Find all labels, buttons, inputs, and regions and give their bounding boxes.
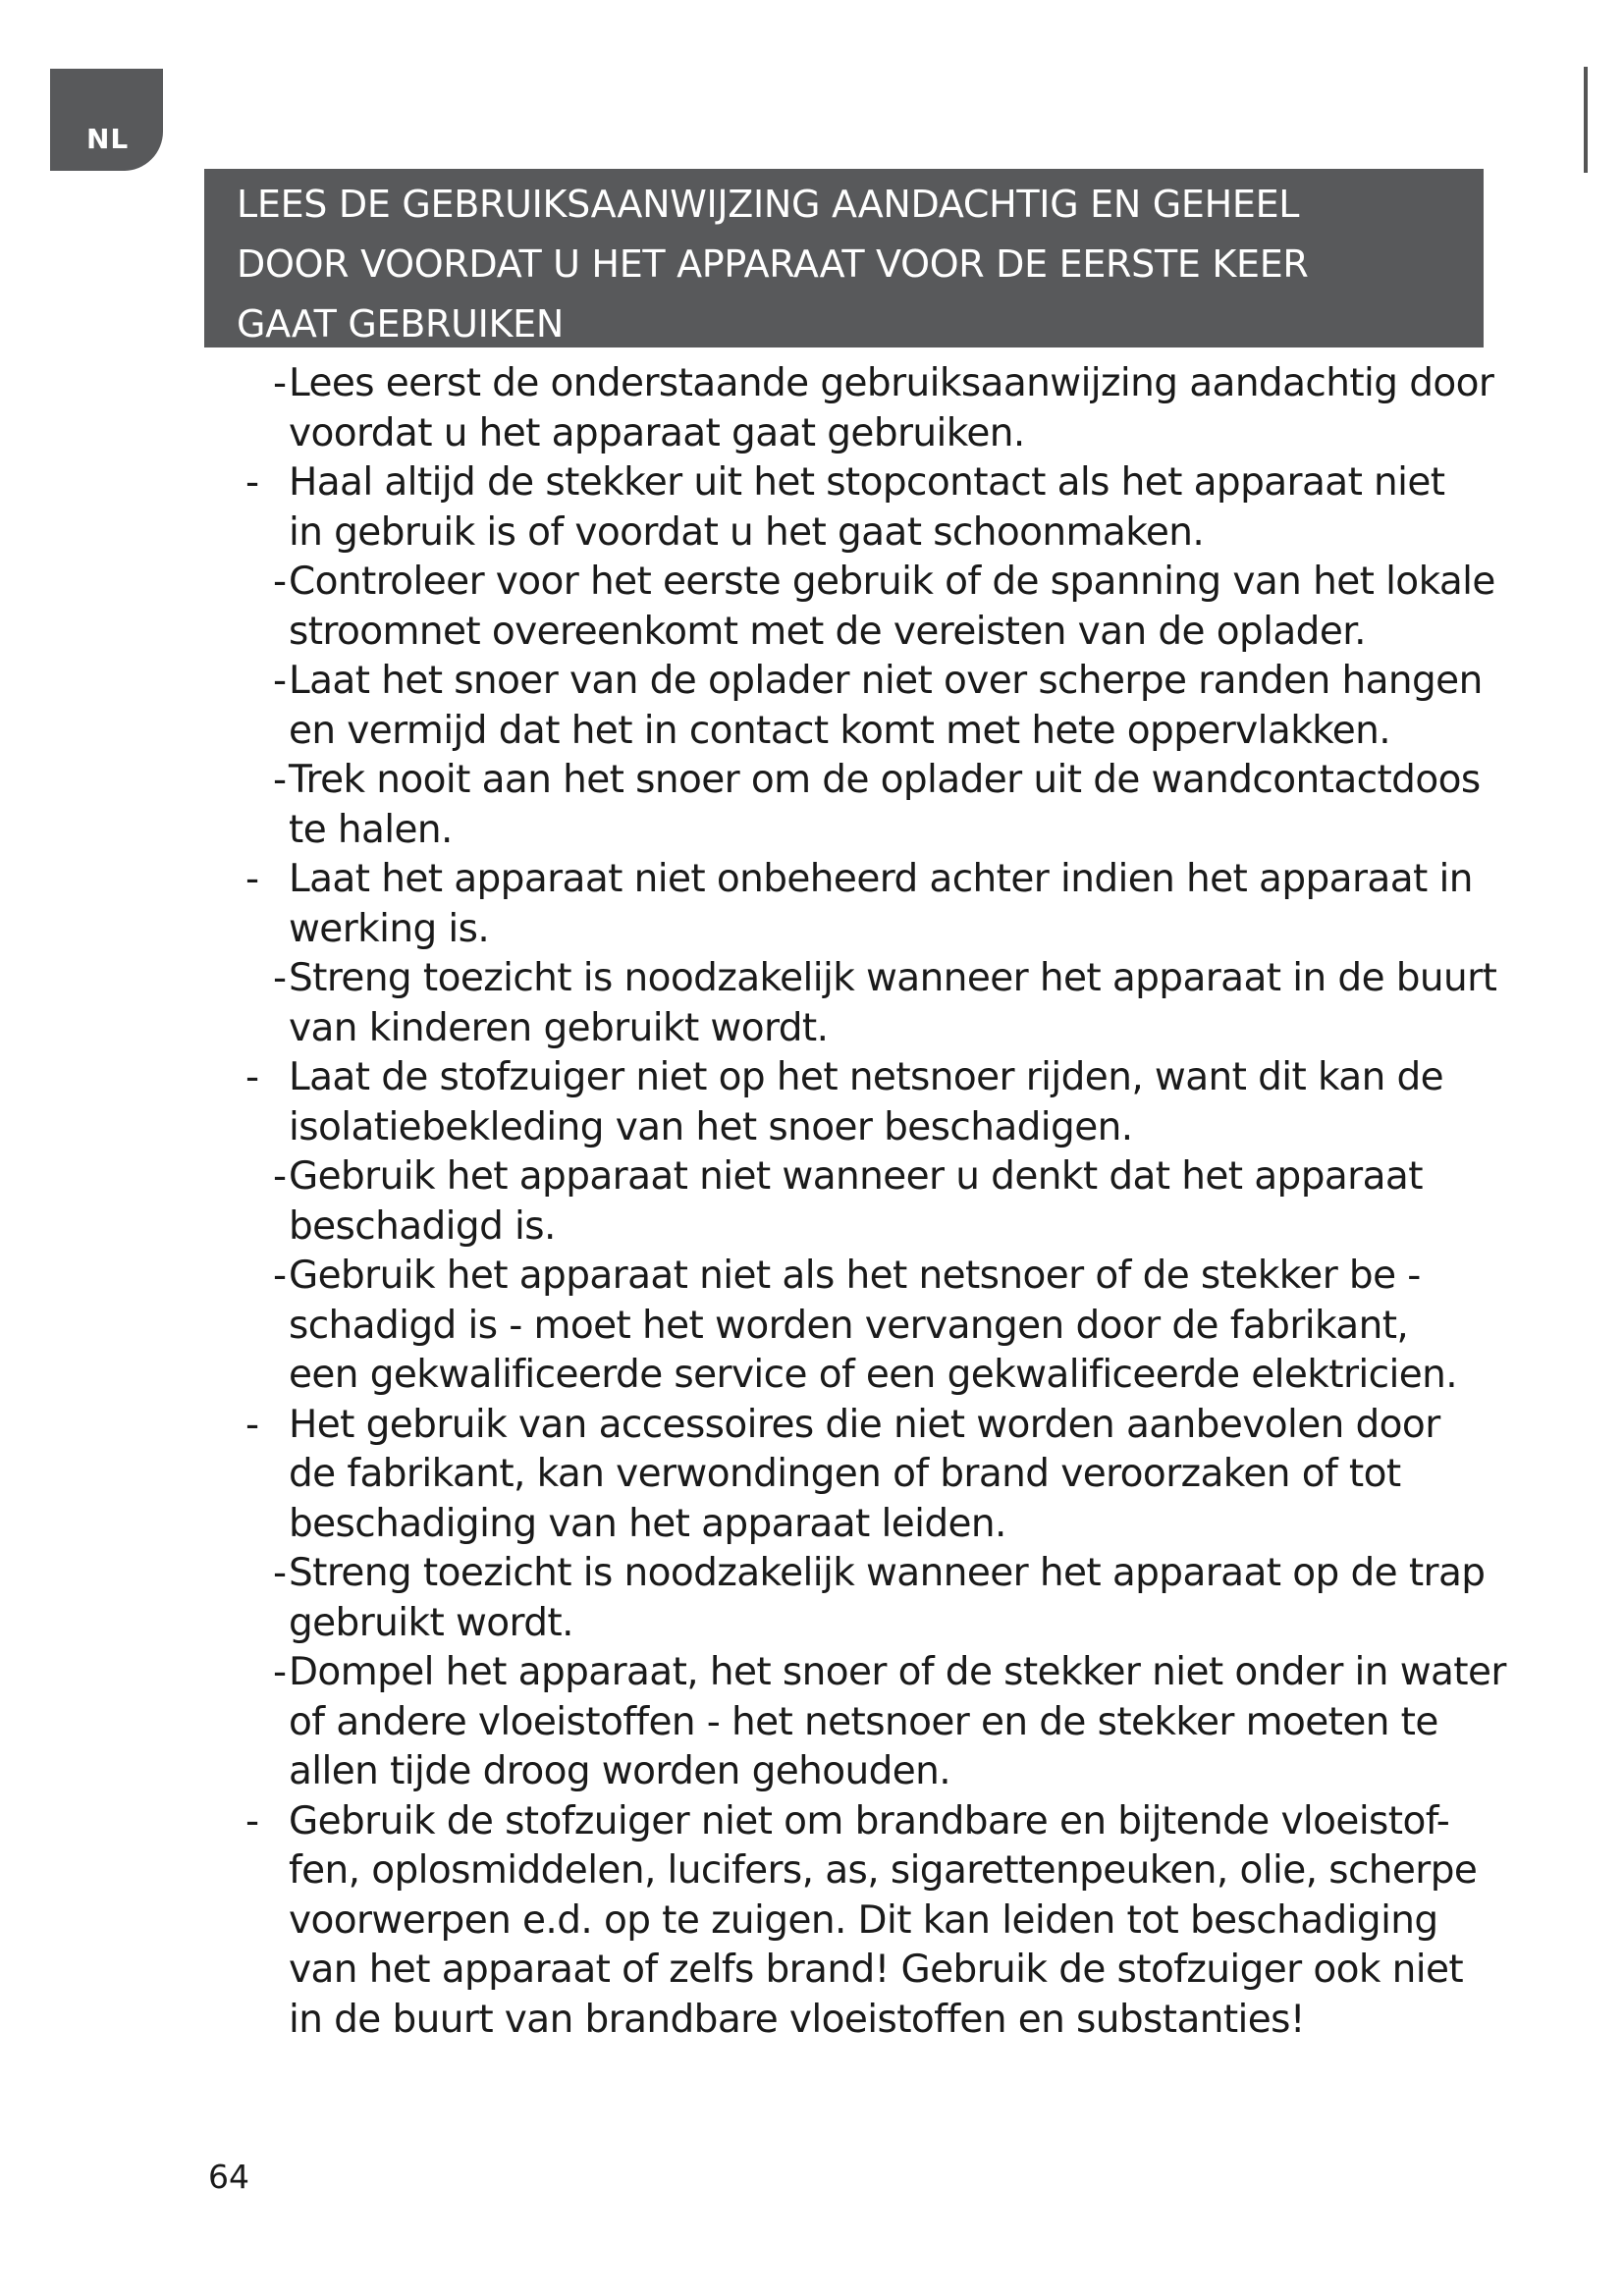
bullet-dash: -: [245, 1402, 259, 1447]
instruction-item: [0, 558, 1624, 657]
instruction-line: Streng toezicht is noodzakelijk wanneer het apparaat op de trap: [289, 1551, 1486, 1595]
instruction-item: [0, 458, 1624, 558]
instruction-line: Laat het apparaat niet onbeheerd achter indien het apparaat in: [289, 857, 1473, 901]
instruction-line: van kinderen gebruikt wordt.: [289, 1005, 829, 1050]
instruction-item: [0, 1053, 1624, 1152]
instruction-line: stroomnet overeenkomt met de vereisten van de oplader.: [289, 609, 1366, 654]
page-number: 64: [208, 2158, 249, 2196]
instruction-line: Dompel het apparaat, het snoer of de stekker niet onder in water: [289, 1650, 1506, 1694]
instruction-line: Lees eerst de onderstaande gebruiksaanwijzing aandachtig door: [289, 361, 1494, 405]
instruction-line: gebruikt wordt.: [289, 1600, 573, 1645]
instruction-line: beschadiging van het apparaat leiden.: [289, 1501, 1006, 1546]
bullet-dash: -: [273, 361, 287, 405]
bullet-dash: -: [273, 956, 287, 1000]
instruction-item: [0, 657, 1624, 756]
bullet-dash: -: [273, 1650, 287, 1694]
instruction-line: Trek nooit aan het snoer om de oplader uit de wandcontactdoos: [289, 758, 1481, 802]
instruction-line: de fabrikant, kan verwondingen of brand veroorzaken of tot: [289, 1452, 1401, 1496]
header-line: DOOR VOORDAT U HET APPARAAT VOOR DE EERSTE KEER: [237, 242, 1309, 286]
bullet-dash: -: [273, 758, 287, 802]
bullet-dash: -: [273, 1154, 287, 1199]
instruction-item: [0, 1401, 1624, 1550]
bullet-dash: -: [245, 1798, 259, 1843]
instruction-line: Controleer voor het eerste gebruik of de spanning van het lokale: [289, 560, 1495, 604]
instruction-line: Gebruik het apparaat niet wanneer u denkt dat het apparaat: [289, 1154, 1423, 1199]
language-tab: NL: [50, 69, 163, 171]
instruction-line: Laat de stofzuiger niet op het netsnoer rijden, want dit kan de: [289, 1055, 1444, 1099]
instruction-item: [0, 756, 1624, 855]
instruction-item: [0, 954, 1624, 1053]
instruction-line: Streng toezicht is noodzakelijk wanneer het apparaat in de buurt: [289, 956, 1497, 1000]
instruction-line: voorwerpen e.d. op te zuigen. Dit kan leiden tot beschadiging: [289, 1897, 1438, 1943]
instruction-line: Het gebruik van accessoires die niet worden aanbevolen door: [289, 1402, 1440, 1447]
instruction-list: [0, 359, 1624, 2045]
page-edge-marker: [1584, 67, 1588, 173]
bullet-dash: -: [273, 1254, 287, 1298]
header-line: GAAT GEBRUIKEN: [237, 302, 564, 346]
instruction-line: fen, oplosmiddelen, lucifers, as, sigarettenpeuken, olie, scherpe: [289, 1848, 1478, 1893]
instruction-line: in de buurt van brandbare vloeistoffen en substanties!: [289, 1997, 1305, 2042]
instruction-item: [0, 1797, 1624, 2046]
instruction-line: en vermijd dat het in contact komt met hete oppervlakken.: [289, 708, 1391, 753]
instruction-line: werking is.: [289, 906, 490, 951]
instruction-line: een gekwalificeerde service of een gekwalificeerde elektricien.: [289, 1353, 1458, 1397]
bullet-dash: -: [273, 560, 287, 604]
instruction-item: [0, 1152, 1624, 1252]
instruction-item: [0, 1648, 1624, 1797]
instruction-line: in gebruik is of voordat u het gaat schoonmaken.: [289, 509, 1205, 555]
instruction-item: [0, 1252, 1624, 1401]
instruction-line: voordat u het apparaat gaat gebruiken.: [289, 410, 1025, 455]
instruction-line: allen tijde droog worden gehouden.: [289, 1749, 951, 1793]
bullet-dash: -: [273, 1551, 287, 1595]
instruction-line: Gebruik de stofzuiger niet om brandbare en bijtende vloeistof-: [289, 1798, 1450, 1843]
bullet-dash: -: [245, 1055, 259, 1099]
instruction-item: [0, 359, 1624, 458]
instruction-item: [0, 1549, 1624, 1648]
instruction-line: schadigd is - moet het worden vervangen door de fabrikant,: [289, 1303, 1409, 1348]
instruction-line: Laat het snoer van de oplader niet over scherpe randen hangen: [289, 659, 1483, 703]
header-banner: [204, 169, 1484, 347]
instruction-item: [0, 855, 1624, 954]
instruction-line: isolatiebekleding van het snoer beschadigen.: [289, 1104, 1133, 1149]
bullet-dash: -: [245, 460, 259, 505]
instruction-line: te halen.: [289, 807, 453, 852]
bullet-dash: -: [245, 857, 259, 901]
header-line: LEES DE GEBRUIKSAANWIJZING AANDACHTIG EN GEHEEL: [237, 183, 1300, 226]
instruction-line: beschadigd is.: [289, 1203, 556, 1249]
bullet-dash: -: [273, 659, 287, 703]
instruction-line: van het apparaat of zelfs brand! Gebruik de stofzuiger ook niet: [289, 1948, 1464, 1992]
instruction-line: Gebruik het apparaat niet als het netsnoer of de stekker be -: [289, 1254, 1421, 1298]
instruction-line: Haal altijd de stekker uit het stopcontact als het apparaat niet: [289, 460, 1445, 505]
instruction-line: of andere vloeistoffen - het netsnoer en de stekker moeten te: [289, 1699, 1438, 1744]
